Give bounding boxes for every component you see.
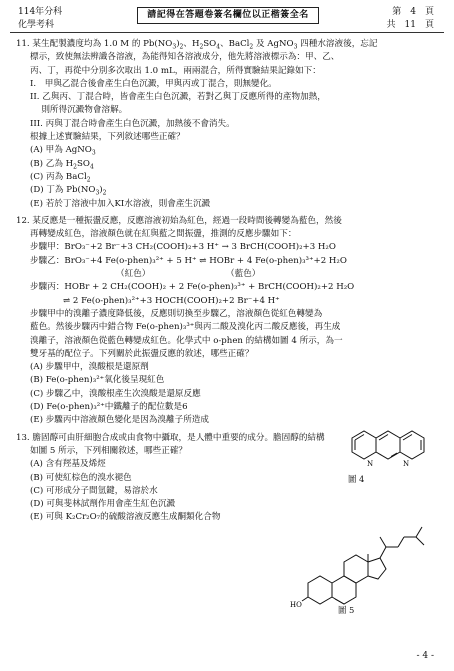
q11-option-c[interactable]: (C) 丙為 BaCl$_2$ (30, 171, 91, 184)
question-12 (16, 215, 440, 428)
q11-result-1: I. 甲與乙混合後會產生白色沉澱，甲與丙或丁混合，則無變化。 (30, 78, 277, 89)
q11-stem-line3: 丙、丁，再從中分別多次取出 1.0 mL，兩兩混合，所得實驗結果記錄如下： (30, 65, 321, 76)
header-divider (10, 32, 444, 33)
fig4-nitrogen-right: N (403, 460, 410, 468)
q11-stem-part: 四種水溶液後，忘記 (297, 39, 378, 49)
question-11 (16, 38, 440, 211)
option-text: (C) 丙為 BaCl (30, 171, 87, 182)
q13-option-e[interactable]: (E) 可與 K₂Cr₂O₇的硫酸溶液反應生成酮類化合物 (30, 512, 221, 523)
q11-option-b[interactable]: (B) 乙為 $H_2SO_4$ (30, 158, 94, 171)
q12-number: 12. (16, 215, 30, 226)
q13-option-d[interactable]: (D) 可與斐林試劑作用會產生紅色沉澱 (30, 499, 176, 510)
q12-option-a[interactable]: (A) 步驟甲中，溴酸根是還原劑 (30, 362, 149, 373)
signature-reminder-banner: 請記得在答題卷簽名欄位以正楷簽全名 (137, 7, 319, 24)
q13-option-a[interactable]: (A) 含有羥基及烯烴 (30, 459, 106, 470)
q11-stem-part: SO (203, 39, 217, 49)
q12-step-c-cont: ⇌ 2 Fe(o-phen)₃²⁺+3 HOCH(COOH)₂+2 Br⁻+4 H⁺ (63, 295, 280, 306)
option-text: (A) 甲為 AgNO (30, 145, 92, 156)
step-equation: BrO₃⁻+2 Br⁻+3 CH₂(COOH)₂+3 H⁺ → 3 BrCH(COOH)₂+3 H₂O (64, 242, 336, 253)
q13-option-c[interactable]: (C) 可形成分子間氫鍵，易溶於水 (30, 485, 158, 496)
q12-option-d[interactable]: (D) Fe(o-phen)₃²⁺中鐵離子的配位數是6 (30, 402, 188, 413)
q13-stem-line2: 如圖 5 所示，下列相關敘述，哪些正確？ (30, 445, 188, 456)
q11-option-e[interactable]: (E) 若於丁溶液中加入KI水溶液，則會產生沉澱 (30, 198, 211, 209)
q12-stem-line1 (16, 215, 440, 228)
q12-step-a (16, 241, 440, 254)
page-number: 第 4 頁 (392, 7, 434, 17)
option-text: (D) 丁為 Pb(NO (30, 185, 96, 196)
q12-stem-text: 某反應是一種振盪反應，反應溶液初始為紅色，經過一段時間後轉變為藍色，然後 (32, 215, 342, 226)
q11-ask: 根據上述實驗結果，下列敘述哪些正確？ (30, 132, 185, 143)
q11-stem-part: 及 AgNO (253, 39, 294, 49)
q11-option-a[interactable]: (A) 甲為 AgNO$_3$ (30, 145, 96, 158)
q12-color-labels (16, 268, 440, 281)
q12-option-b[interactable]: (B) Fe(o-phen)₃²⁺氧化後呈現紅色 (30, 375, 165, 386)
q11-stem-part: 、BaCl (220, 39, 250, 49)
fig4-caption: 圖 4 (348, 474, 365, 484)
exam-subject: 化學考科 (18, 20, 55, 30)
q12-stem-line2: 再轉變成紅色，溶液顏色就在紅與藍之間振盪，推測的反應步驟如下： (30, 229, 297, 240)
q12-step-b (16, 255, 440, 268)
color-red-label: （紅色） (116, 269, 151, 280)
step-label: 步驟丙： (30, 282, 65, 293)
step-label: 步驟乙： (30, 255, 65, 266)
q11-option-d[interactable]: (D) 丁為 $Pb(NO_3)_2$ (30, 185, 107, 197)
q12-desc-3: 溴離子，溶液顏色從藍色轉變成紅色。化學式中 o-phen 的結構如圖 4 所示，為一 (30, 335, 343, 346)
q11-result-3: III. 丙與丁混合時會產生白色沉澱，加熱後不會消失。 (30, 118, 235, 129)
page-header (0, 0, 454, 40)
page-footer: - 4 - (416, 651, 434, 661)
page-count (387, 6, 434, 32)
exam-year: 114年分科 (18, 7, 63, 17)
q12-option-c[interactable]: (C) 步驟乙中，溴酸根產生次溴酸是還原反應 (30, 388, 201, 399)
q12-desc-4: 雙牙基的配位子。下列關於此振盪反應的敘述，哪些正確？ (30, 348, 254, 359)
q11-result-2b: 則所得沉澱物會溶解。 (30, 105, 128, 116)
fig4-nitrogen-left: N (367, 460, 374, 468)
q12-step-c (16, 281, 440, 294)
color-blue-label: （藍色） (226, 269, 261, 280)
q11-number: 11. (16, 39, 30, 49)
option-text: (B) 乙為 H (30, 158, 74, 169)
step-equation: HOBr + 2 CH₂(COOH)₂ + 2 Fe(o-phen)₃³⁺ + BrCH(COOH)₂+2 H₂O (64, 282, 355, 293)
q13-stem-text: 膽固醇可由肝細胞合成或由食物中攝取，是人體中重要的成分。膽固醇的結構 (32, 432, 325, 443)
q12-desc-2: 藍色。然後步驟丙中錯合物 Fe(o-phen)₃³⁺與丙二酸及溴化丙二酸反應後，再生成 (30, 322, 341, 333)
step-label: 步驟甲： (30, 242, 65, 253)
step-equation: BrO₃⁻+4 Fe(o-phen)₃²⁺ + 5 H⁺ ⇌ HOBr + 4 Fe(o-phen)₃³⁺+2 H₂O (64, 255, 347, 266)
q12-desc-1: 步驟甲中的溴離子濃度降低後，反應則切換至步驟乙，溶液顏色從紅色轉變為 (30, 308, 323, 319)
fig5-hydroxyl-label: HO (290, 601, 302, 609)
q13-option-b[interactable]: (B) 可使紅棕色的溴水褪色 (30, 472, 132, 483)
q11-stem-part: 、H (183, 39, 200, 49)
q11-stem-part: ) (176, 39, 180, 49)
q12-option-e[interactable]: (E) 步驟丙中溶液顏色變化是因為溴離子所造成 (30, 415, 209, 426)
q11-stem-line1: 11. 某生配製濃度均為 1.0 M 的 $Pb(NO_3)_2$、$H_2SO_4$、BaCl$_2$ 及 AgNO$_3$ 四種水溶液後，忘記 (16, 39, 378, 51)
cholesterol-structure-figure (290, 525, 430, 615)
fig5-caption: 圖 5 (338, 605, 355, 615)
q11-stem-line2: 標示，致使無法辨識各溶液，為能得知各溶液成分，他先將溶液標示為：甲、乙、 (30, 52, 340, 63)
q11-result-2: II. 乙與丙、丁混合時，皆會產生白色沉澱，若對乙與丁反應所得的產物加熱， (30, 92, 326, 103)
q13-number: 13. (16, 432, 30, 443)
exam-info (18, 6, 62, 32)
total-pages: 共 11 頁 (386, 20, 434, 30)
q11-stem-part: 某生配製濃度均為 1.0 M 的 Pb(NO (32, 39, 173, 49)
